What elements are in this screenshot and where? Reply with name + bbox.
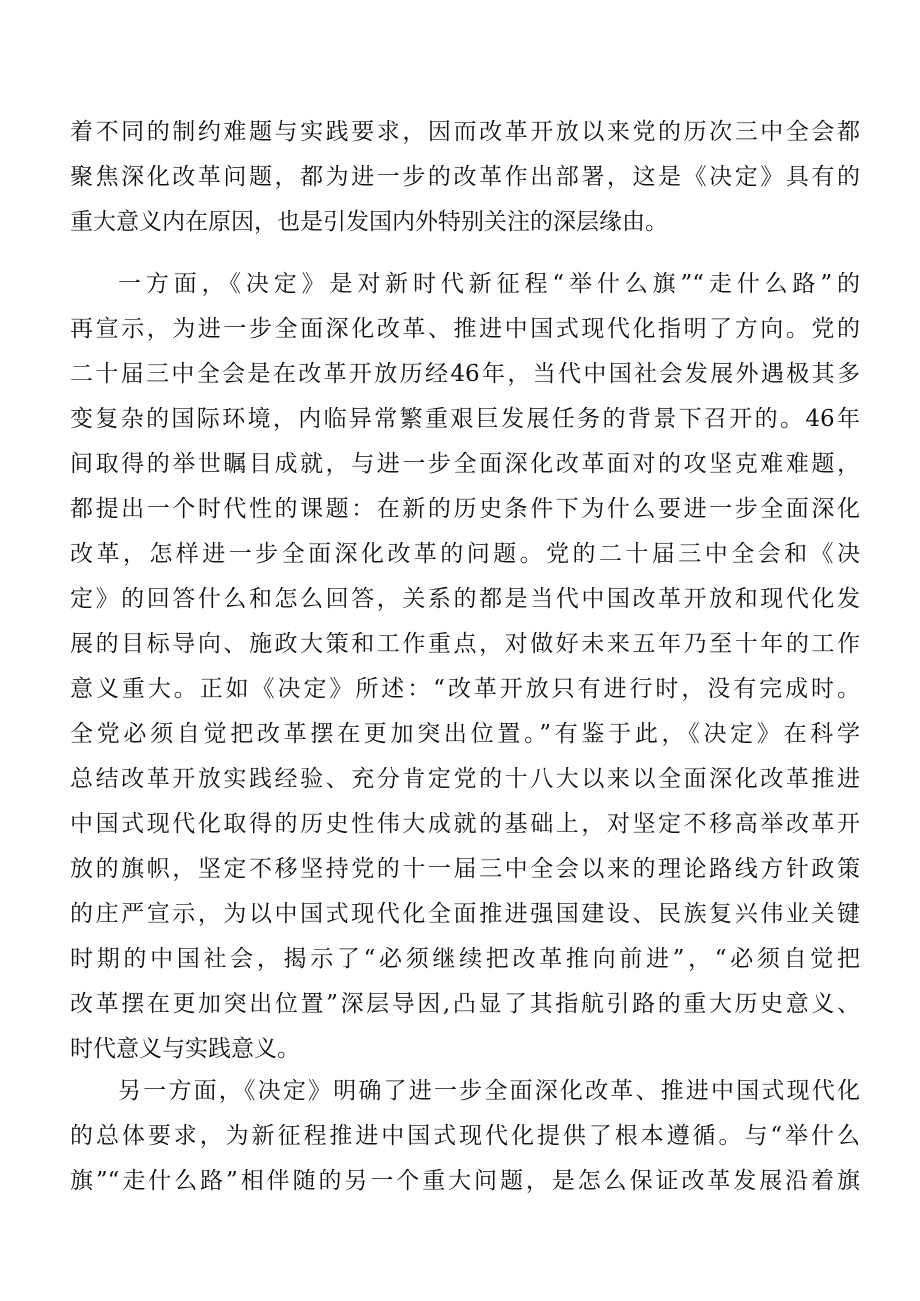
paragraph-2-line-18: 时代意义与实践意义。 [70, 1036, 300, 1062]
paragraph-1-line-1: 着不同的制约难题与实践要求，因而改革开放以来党的历次三中全会都 [70, 119, 860, 145]
paragraph-3-line-2: 的总体要求，为新征程推进中国式现代化提供了根本遵循。与“举什么 [70, 1123, 860, 1149]
paragraph-2-line-8: 定》的回答什么和怎么回答，关系的都是当代中国改革开放和现代化发 [70, 586, 860, 612]
paragraph-1-line-3: 重大意义内在原因，也是引发国内外特别关注的深层缘由。 [70, 209, 668, 235]
paragraph-1-line-2: 聚焦深化改革问题，都为进一步的改革作出部署，这是《决定》具有的 [70, 164, 860, 190]
paragraph-2-line-12: 总结改革开放实践经验、充分肯定党的十八大以来以全面深化改革推进 [70, 766, 860, 792]
paragraph-3-line-3: 旗”“走什么路”相伴随的另一个重大问题，是怎么保证改革发展沿着旗 [70, 1168, 860, 1194]
paragraph-2-line-11: 全党必须自觉把改革摆在更加突出位置。”有鉴于此，《决定》在科学 [70, 721, 860, 747]
paragraph-2-line-6: 都提出一个时代性的课题：在新的历史条件下为什么要进一步全面深化 [70, 496, 860, 522]
paragraph-2-line-7: 改革，怎样进一步全面深化改革的问题。党的二十届三中全会和《决 [70, 541, 860, 567]
paragraph-2-line-4: 变复杂的国际环境，内临异常繁重艰巨发展任务的背景下召开的。46年 [70, 406, 860, 432]
paragraph-2-line-9: 展的目标导向、施政大策和工作重点，对做好未来五年乃至十年的工作 [70, 631, 860, 657]
paragraph-2-line-10: 意义重大。正如《决定》所述：“改革开放只有进行时，没有完成时。 [70, 676, 860, 702]
paragraph-2-line-17: 改革摆在更加突出位置”深层导因,凸显了其指航引路的重大历史意义、 [70, 991, 860, 1017]
paragraph-2-line-15: 的庄严宣示，为以中国式现代化全面推进强国建设、民族复兴伟业关键 [70, 901, 860, 927]
paragraph-2-line-1: 一方面，《决定》是对新时代新征程“举什么旗”“走什么路”的 [118, 271, 860, 297]
paragraph-2-line-2: 再宣示，为进一步全面深化改革、推进中国式现代化指明了方向。党的 [70, 316, 860, 342]
paragraph-2-line-3: 二十届三中全会是在改革开放历经46年，当代中国社会发展外遇极其多 [70, 361, 860, 387]
paragraph-2-line-5: 间取得的举世瞩目成就，与进一步全面深化改革面对的攻坚克难难题， [70, 451, 860, 477]
paragraph-2-line-16: 时期的中国社会，揭示了“必须继续把改革推向前进”，“必须自觉把 [70, 946, 860, 972]
paragraph-2-line-13: 中国式现代化取得的历史性伟大成就的基础上，对坚定不移高举改革开 [70, 811, 860, 837]
paragraph-3-line-1: 另一方面，《决定》明确了进一步全面深化改革、推进中国式现代化 [118, 1078, 860, 1104]
paragraph-2-line-14: 放的旗帜，坚定不移坚持党的十一届三中全会以来的理论路线方针政策 [70, 856, 860, 882]
